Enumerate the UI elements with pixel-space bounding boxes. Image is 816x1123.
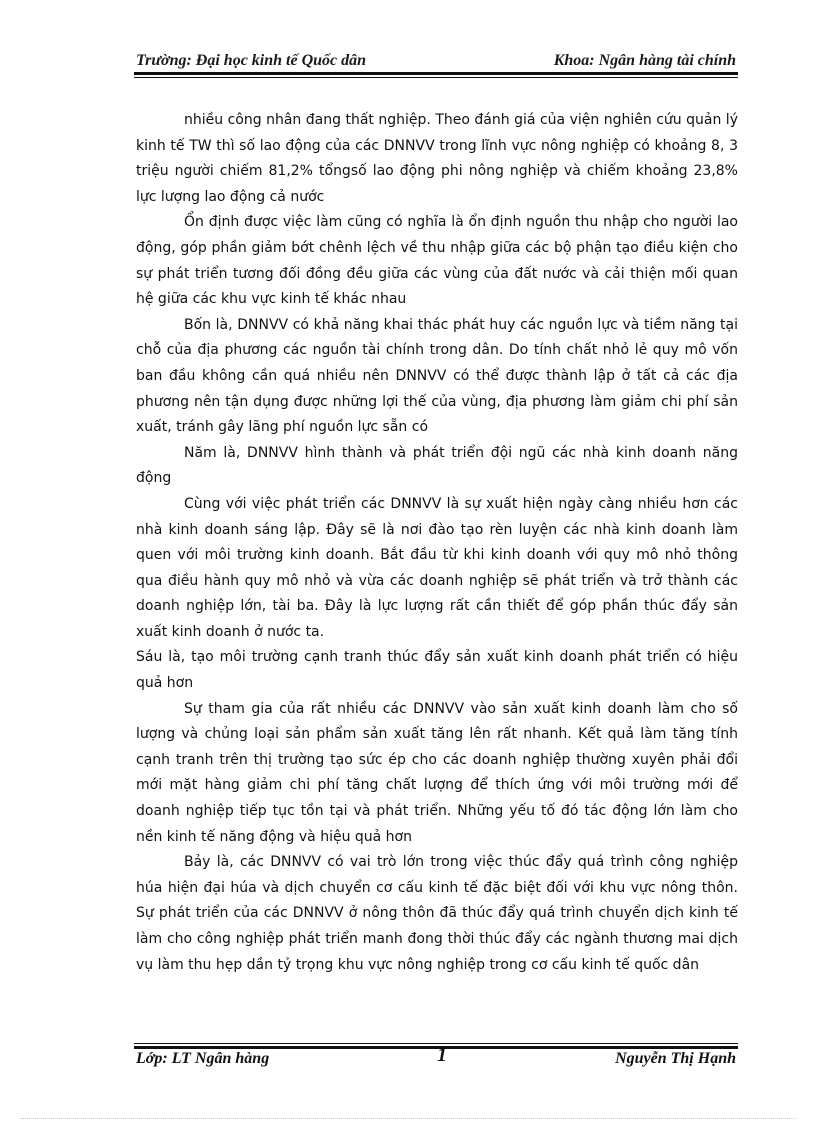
header-school: Trường: Đại học kinh tế Quốc dân [136, 52, 367, 69]
page-footer [136, 1050, 736, 1074]
paragraph: Sáu là, tạo môi trường cạnh tranh thúc đẩy sản xuất kinh doanh phát triển có hiệu quả hơn [136, 649, 738, 692]
paragraph: Năm là, DNNVV hình thành và phát triển đội ngũ các nhà kinh doanh năng động [136, 444, 738, 487]
header-faculty: Khoa: Ngân hàng tài chính [553, 52, 736, 69]
footer-rule [134, 1043, 738, 1049]
footer-class: Lớp: LT Ngân hàng [136, 1050, 270, 1067]
paragraph: nhiều công nhân đang thất nghiệp. Theo đánh giá của viện nghiên cứu quản lý kinh tế TW thì số lao động của các DNNVV trong lĩnh vực nông nghiệp có khoảng 8, 3 triệu người chiếm 81,2% tổngsố lao động phi nông nghiệp và chiếm khoảng 23,8% lực lượng lao động cả nước [136, 112, 738, 205]
page-edge-divider [20, 1118, 796, 1119]
paragraph: Ổn định được việc làm cũng có nghĩa là ổn định nguồn thu nhập cho người lao động, góp phần giảm bớt chênh lệch về thu nhập giữa các bộ phận tạo điều kiện cho sự phát triển tương đối đồng đều giữa các vùng của đất nước và cải thiện mối quan hệ giữa các khu vực kinh tế khác nhau [136, 214, 738, 308]
paragraph: Bốn là, DNNVV có khả năng khai thác phát huy các nguồn lực và tiềm năng tại chỗ của địa phương các nguồn tài chính trong dân. Do tính chất nhỏ lẻ quy mô vốn ban đầu không cần quá nhiều nên DNNVV có thể được thành lập ở tất cả các địa phương nên tận dụng được những lợi thế của vùng, địa phương làm giảm chi phí sản xuất, tránh gây lãng phí nguồn lực sẵn có [136, 316, 738, 436]
paragraph: Cùng với việc phát triển các DNNVV là sự xuất hiện ngày càng nhiều hơn các nhà kinh doanh sáng lập. Đây sẽ là nơi đào tạo rèn luyện các nhà kinh doanh làm quen với môi trường kinh doanh. Bắt đầu từ khi kinh doanh với quy mô nhỏ thông qua điều hành quy mô nhỏ và vừa các doanh nghiệp sẽ phát triển và trở thành các doanh nghiệp lớn, tài ba. Đây là lực lượng rất cần thiết để góp phần thúc đẩy sản xuất kinh doanh ở nước ta. [136, 495, 738, 640]
footer-author: Nguyễn Thị Hạnh [615, 1050, 736, 1067]
paragraph: Sự tham gia của rất nhiều các DNNVV vào sản xuất kinh doanh làm cho số lượng và chủng loại sản phẩm sản xuất tăng lên rất nhanh. Kết quả làm tăng tính cạnh tranh trên thị trường tạo sức ép cho các doanh nghiệp thường xuyên phải đổi mới mặt hàng giảm chi phí tăng chất lượng để thích ứng với môi trường mới để doanh nghiệp tiếp tục tồn tại và phát triển. Những yếu tố đó tác động lớn làm cho nền kinh tế năng động và hiệu quả hơn [136, 700, 738, 845]
page-header [136, 48, 736, 70]
page-number: 1 [437, 1044, 447, 1066]
paragraph: Bảy là, các DNNVV có vai trò lớn trong việc thúc đẩy quá trình công nghiệp húa hiện đại húa và dịch chuyển cơ cấu kinh tế đặc biệt đối với khu vực nông thôn. Sự phát triển của các DNNVV ở nông thôn đã thúc đẩy quá trình chuyển dịch kinh tế làm cho công nghiệp phát triển manh đong thời thúc đẩy các ngành thương mai dịch vụ làm thu hẹp dần tỷ trọng khu vực nông nghiệp trong cơ cấu kinh tế quốc dân [136, 854, 738, 973]
header-rule [134, 72, 738, 78]
document-body [136, 108, 738, 978]
